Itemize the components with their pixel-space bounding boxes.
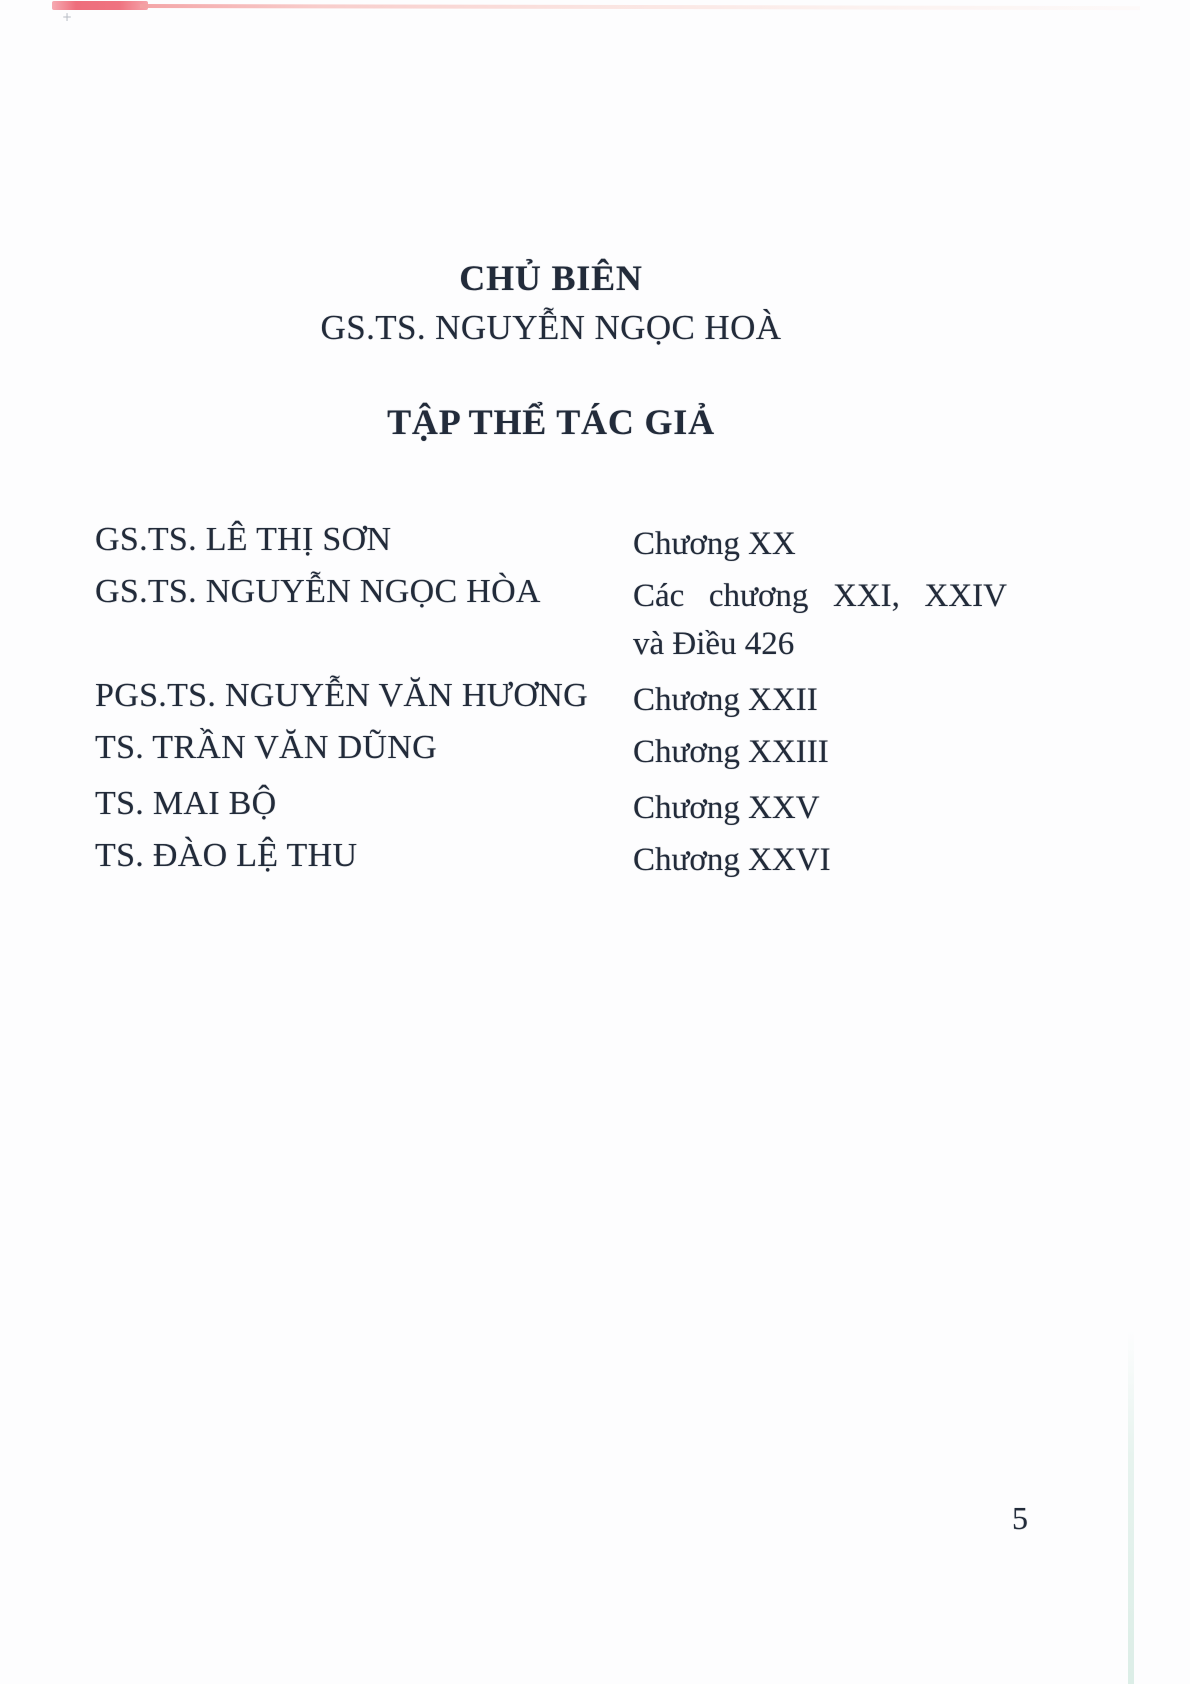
chapter-assignment: Các chương XXI, XXIV [633, 578, 1007, 614]
author-chapters [633, 676, 1007, 724]
author-name: TS. TRẦN VĂN DŨNG [95, 729, 437, 766]
page-content [95, 0, 1007, 1684]
chapter-assignment: Chương XX [633, 526, 796, 562]
chapter-assignment: Chương XXV [633, 790, 820, 826]
editor-name: GS.TS. NGUYỄN NGỌC HOÀ [320, 308, 782, 347]
chapter-assignment-continued: và Điều 426 [633, 626, 795, 662]
scan-artifact-plus-mark: + [62, 10, 73, 24]
author-name: TS. ĐÀO LỆ THU [95, 837, 358, 874]
authors-section-heading: TẬP THỂ TÁC GIẢ [387, 402, 715, 442]
author-name: PGS.TS. NGUYỄN VĂN HƯƠNG [95, 677, 588, 714]
author-chapters [633, 572, 1007, 668]
author-name: GS.TS. LÊ THỊ SƠN [95, 521, 392, 558]
author-chapters [633, 836, 1007, 884]
author-chapters [633, 784, 1007, 832]
chapter-assignment: Chương XXVI [633, 842, 831, 878]
page-number: 5 [1012, 1500, 1028, 1536]
chapter-assignment: Chương XXIII [633, 734, 829, 770]
chapter-assignment: Chương XXII [633, 682, 818, 718]
author-chapters [633, 520, 1007, 568]
author-chapters [633, 728, 1007, 776]
author-name: GS.TS. NGUYỄN NGỌC HÒA [95, 573, 541, 610]
author-name: TS. MAI BỘ [95, 785, 277, 822]
editor-section-heading: CHỦ BIÊN [459, 258, 643, 298]
scan-artifact-right-page-edge [1128, 1330, 1134, 1684]
